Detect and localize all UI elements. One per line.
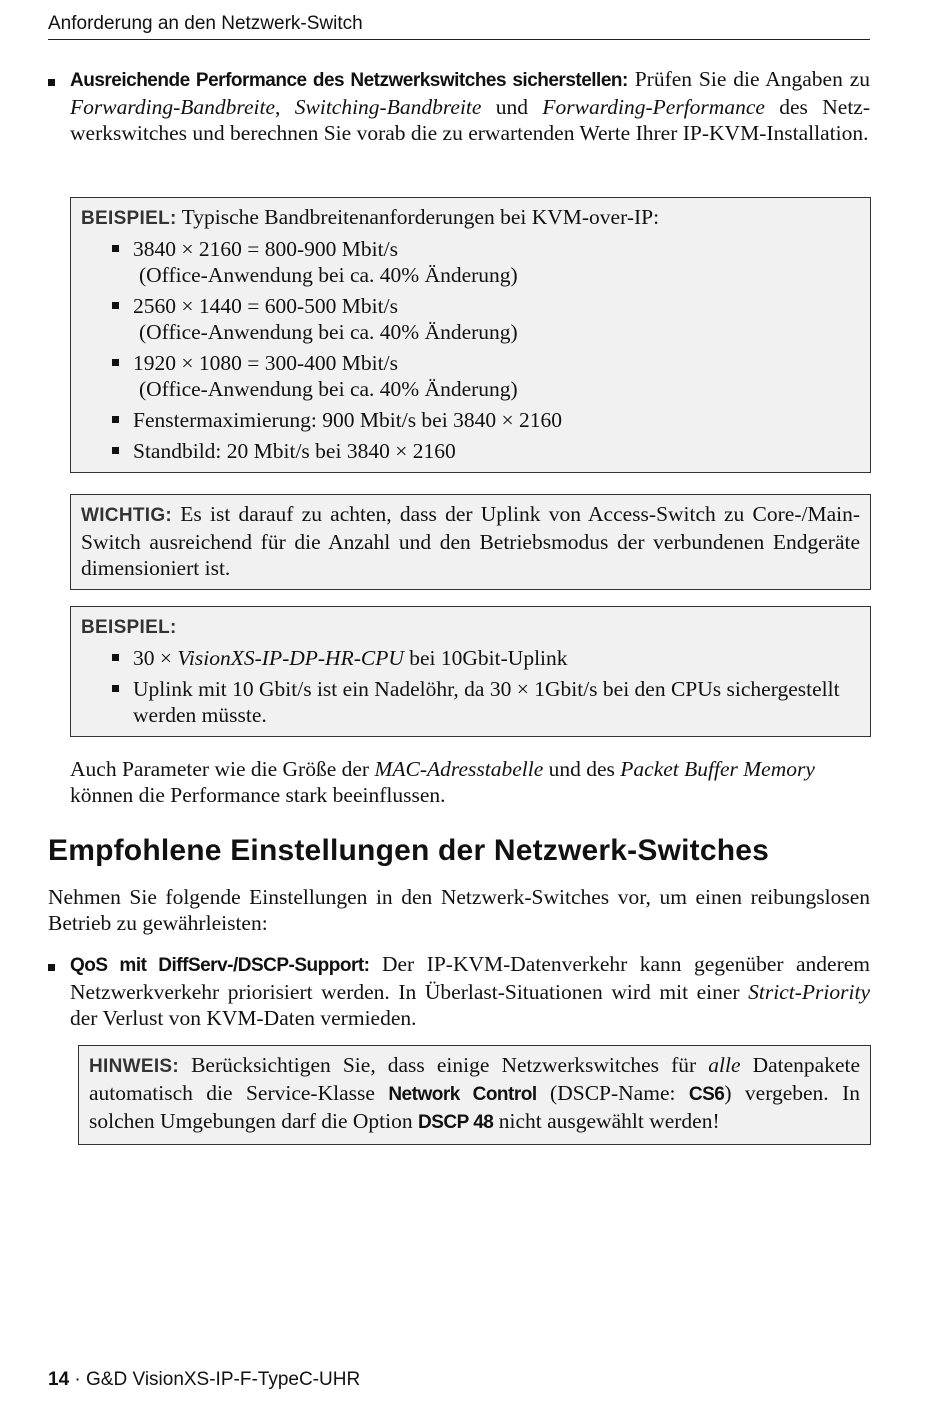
important-box [70, 494, 871, 590]
item-line: 2560 × 1440 = 600-500 Mbit/s [133, 294, 398, 318]
bullet-qos-label: QoS mit DiffServ-/DSCP-Support: [70, 955, 370, 976]
dscp-name: CS6 [688, 1084, 725, 1105]
list-item [81, 293, 860, 345]
list-item [81, 236, 860, 288]
example-intro: Typische Bandbreitenanforderungen bei KVM-over-IP: [176, 205, 660, 229]
item-line: (Office-Anwendung bei ca. 40% Änderung) [139, 320, 518, 344]
page-number: 14 [48, 1369, 70, 1390]
text: , [275, 95, 295, 119]
bullet-qos [48, 951, 870, 1031]
text: Auch Parameter wie die Größe der [70, 757, 375, 781]
running-header-title: Anforderung an den Netzwerk-Switch [48, 13, 363, 34]
page-footer [48, 1369, 360, 1391]
text: nicht ausgewählt werden! [493, 1109, 720, 1133]
bullet-marker [48, 951, 70, 977]
example-label: BEISPIEL: [81, 617, 177, 638]
list-item [81, 676, 860, 728]
text: 30 × [133, 646, 178, 670]
item-line: (Office-Anwendung bei ca. 40% Änderung) [139, 263, 518, 287]
list-item [81, 438, 860, 464]
product-name: G&D VisionXS-IP-F-TypeC-UHR [86, 1369, 361, 1390]
text: bei 10Gbit-Uplink [403, 646, 568, 670]
note-label: HINWEIS: [89, 1056, 180, 1077]
example-label: BEISPIEL: [81, 208, 177, 229]
text: des Netzwerkswitches und berechnen Sie vorab die zu erwartenden Werte Ihrer IP-KVM-Installation. [70, 95, 871, 145]
term-forwarding-performance: Forwarding-Performance [542, 95, 765, 119]
important-text: Es ist darauf zu achten, dass der Uplink von Access-Switch zu Core-/Main-Switch ausreichend für die Anzahl und den Betriebsmodus der verbundenen Endgeräte dimensioniert ist. [81, 502, 860, 580]
intro-paragraph: Nehmen Sie folgende Einstellungen in den Netzwerk-Switches vor, um einen reibungslosen Betrieb zu gewährleisten: [48, 885, 870, 935]
item-line: 3840 × 2160 = 800-900 Mbit/s [133, 237, 398, 261]
text: ) vergeben. In solchen Umgebungen darf die Option [89, 1081, 860, 1133]
text: Der IP-KVM-Datenverkehr kann gegenüber anderem Netzwerkverkehr priorisiert werden. In Überlast-Situationen wird mit einer [70, 952, 870, 1004]
text: und des [543, 757, 621, 781]
item-line: 1920 × 1080 = 300-400 Mbit/s [133, 351, 398, 375]
emphasis: alle [708, 1053, 741, 1077]
term-packet-buffer: Packet Buffer Memory [620, 757, 815, 781]
product-name: VisionXS-IP-DP-HR-CPU [177, 646, 404, 670]
item-line: (Office-Anwendung bei ca. 40% Änderung) [139, 377, 518, 401]
separator: · [69, 1369, 87, 1390]
service-class: Network Control [388, 1084, 537, 1105]
text: Prüfen Sie die Angaben zu [627, 67, 870, 91]
list-item [81, 407, 860, 433]
text: der Verlust von KVM-Daten vermieden. [70, 1006, 417, 1030]
text: Berücksichtigen Sie, dass einige Netzwerkswitches für [179, 1053, 709, 1077]
bullet-marker [48, 66, 70, 92]
item-line: Fenstermaximierung: 900 Mbit/s bei 3840 × 2160 [133, 408, 562, 432]
text: können die Performance stark beeinflussen. [70, 783, 446, 807]
example-box-uplink [70, 606, 871, 737]
term-mac-table: MAC-Adresstabelle [374, 757, 544, 781]
note-box [78, 1045, 871, 1145]
list-item [81, 350, 860, 402]
term-strict-priority: Strict-Priority [748, 980, 870, 1004]
example-box-bandwidth [70, 197, 871, 473]
running-header [48, 13, 870, 40]
important-label: WICHTIG: [81, 505, 173, 526]
bullet-performance [48, 66, 870, 146]
text: Uplink mit 10 Gbit/s ist ein Nadelöhr, da 30 × 1Gbit/s bei den CPUs sichergestellt werden müsste. [133, 677, 840, 727]
text: Datenpakete automatisch die Service-Klasse [89, 1053, 860, 1105]
term-switching-bandwidth: Switching-Bandbreite [294, 95, 482, 119]
bullet-performance-label: Ausreichende Performance des Netzwerkswitches sicherstellen: [70, 70, 628, 91]
term-forwarding-bandwidth: Forwarding-Bandbreite [70, 95, 276, 119]
text: (DSCP-Name: [536, 1081, 689, 1105]
paragraph-parameters [70, 756, 870, 808]
dscp-option: DSCP 48 [418, 1112, 494, 1133]
item-line: Standbild: 20 Mbit/s bei 3840 × 2160 [133, 439, 456, 463]
list-item [81, 645, 860, 671]
text: und [481, 95, 543, 119]
section-heading: Empfohlene Einstellungen der Netzwerk-Switches [48, 834, 770, 867]
